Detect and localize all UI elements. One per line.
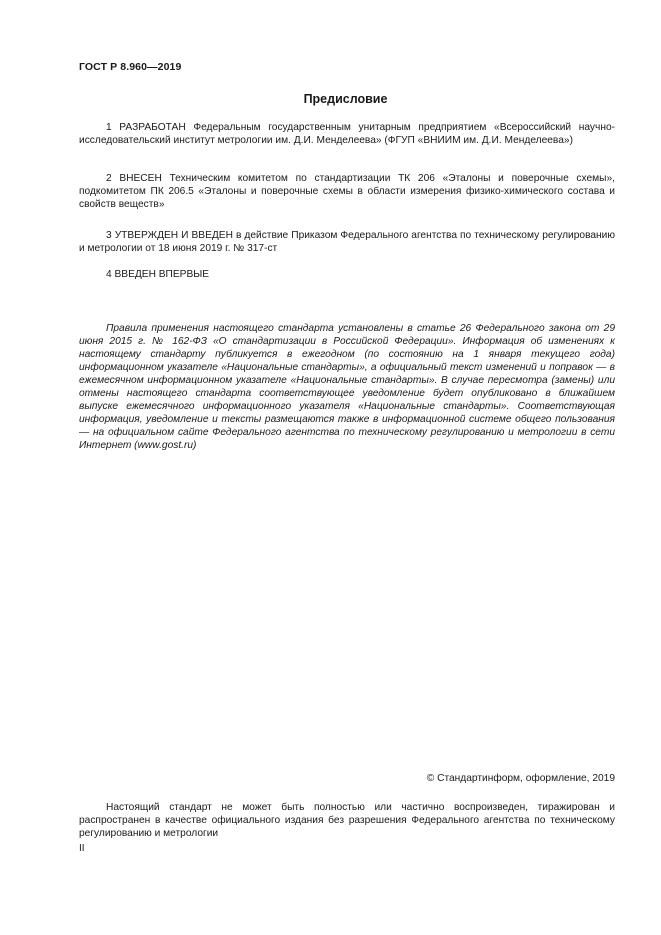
preface-item-2: 2 ВНЕСЕН Техническим комитетом по стандартизации ТК 206 «Эталоны и поверочные схемы», подкомитетом ПК 206.5 «Эталоны и поверочные схемы в области измерения физико-химического состава и свойств веществ» (79, 173, 615, 210)
preface-title: Предисловие (303, 92, 388, 106)
reproduction-notice: Настоящий стандарт не может быть полностью или частично воспроизведен, тиражирован и распространен в качестве официального издания без разрешения Федерального агентства по техническому регулированию и метрологии (79, 802, 615, 839)
copyright-line: © Стандартинформ, оформление, 2019 (426, 773, 615, 784)
document-code: ГОСТ Р 8.960—2019 (79, 61, 182, 73)
preface-item-4: 4 ВВЕДЕН ВПЕРВЫЕ (106, 269, 210, 280)
page-number: II (79, 843, 85, 854)
rules-note: Правила применения настоящего стандарта установлены в статье 26 Федерального закона от 29 июня 2015 г. № 162-ФЗ «О стандартизации в Российской Федерации». Информация об изменениях к настоящему стандарту публикуется в ежегодном (по состоянию на 1 января текущего года) информационном указателе «Национальные стандарты», а официальный текст изменений и поправок — в ежемесячном информационном указателе «Национальные стандарты». В случае пересмотра (замены) или отмены настоящего стандарта соответствующее уведомление будет опубликовано в ближайшем выпуске ежемесячного информационного указателя «Национальные стандарты». Соответствующая информация, уведомление и тексты размещаются также в информационной системе общего пользования — на официальном сайте Федерального агентства по техническому регулированию и метрологии в сети Интернет (www.gost.ru) (79, 323, 615, 451)
preface-item-3: 3 УТВЕРЖДЕН И ВВЕДЕН в действие Приказом Федерального агентства по техническому регулированию и метрологии от 18 июня 2019 г. № 317-ст (79, 230, 615, 254)
preface-item-1: 1 РАЗРАБОТАН Федеральным государственным унитарным предприятием «Всероссийский научно-исследовательский институт метрологии им. Д.И. Менделеева» (ФГУП «ВНИИМ им. Д.И. Менделеева») (79, 122, 615, 146)
